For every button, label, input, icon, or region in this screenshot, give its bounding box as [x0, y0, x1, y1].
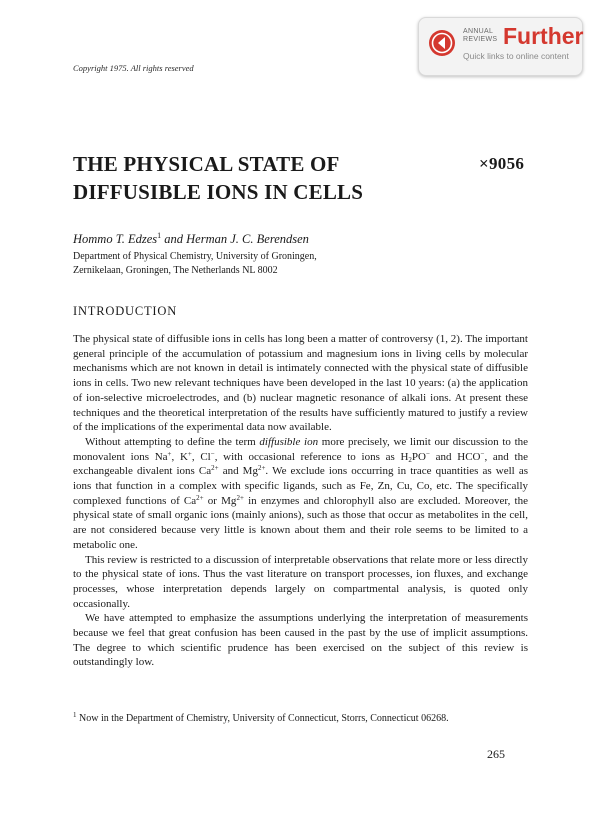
- footnote: [73, 712, 528, 726]
- page-number: 265: [487, 747, 505, 761]
- article-code: ×9056: [479, 154, 525, 173]
- badge-reviews-label: REVIEWS: [463, 36, 498, 43]
- badge-subtitle: Quick links to online content: [463, 51, 569, 61]
- further-logo-icon: [428, 29, 456, 57]
- author-line: [73, 232, 309, 247]
- further-badge[interactable]: [418, 17, 583, 76]
- article-title: [73, 150, 363, 206]
- title-line-2: DIFFUSIBLE IONS IN CELLS: [73, 180, 364, 204]
- affiliation-line-1: Department of Physical Chemistry, University of Groningen,: [73, 251, 317, 262]
- author-2: and Herman J. C. Berendsen: [161, 232, 309, 246]
- author-1: Hommo T. Edzes: [73, 232, 158, 246]
- badge-annual-reviews: [463, 28, 497, 44]
- term-diffusible-ion: diffusible ion: [259, 435, 319, 448]
- title-line-1: THE PHYSICAL STATE OF: [73, 152, 340, 176]
- body-text: [73, 332, 528, 670]
- footnote-text: Now in the Department of Chemistry, University of Connecticut, Storrs, Connecticut 06268.: [76, 713, 449, 724]
- copyright-notice: Copyright 1975. All rights reserved: [73, 63, 194, 73]
- paragraph-3: This review is restricted to a discussion of interpretable observations that relate more or less directly to the physical state of ions. Thus the vast literature on transport processes, ion fluxes, and exchange processes, whose interpretation depends largely on compartmental analysis, is quoted only occasionally.: [73, 553, 528, 610]
- section-heading: INTRODUCTION: [73, 304, 178, 318]
- author-footnote-mark: 1: [157, 231, 162, 240]
- badge-annual-label: ANNUAL: [463, 28, 494, 35]
- footnote-mark: 1: [73, 711, 77, 719]
- paragraph-2: Without attempting to define the term diffusible ion more precisely, we limit our discussion to the monovalent ions Na+, K+, Cl−, with occasional reference to ions as $H_2PO^-$ and HCO−, and the exchangeable divalent ions $Ca^{2+}$ and $Mg^{2+}$. We exclude ions occurring in trace quantities as well as ions that function in a complex with specific ligands, such as Fe, Zn, Cu, Co, etc. The specifically complexed functions of $Ca^{2+}$ or $Mg^{2+}$ in enzymes and chlorophyll also are excluded. Moreover, the physical state of small organic ions (mainly anions), such as those that occur as metabolites in the cell, are not considered because very little is known about them and their role seems to be limited to a metabolic one.: [73, 435, 529, 551]
- affiliation: [73, 250, 317, 278]
- paragraph-1: The physical state of diffusible ions in cells has long been a matter of controversy (1, 2). The important general principle of the accumulation of potassium and magnesium ions in living cells by molecular mechanisms which are not known in detail is intimately connected with the physical state of diffusible ions in cells. Two new relevant techniques have been developed in the last 10 years: (a) the application of ion-selective microelectrodes, and (b) nuclear magnetic resonance of alkali ions. At present these techniques and the theoretical interpretation of the results have sufficiently matured to justify a review of the implications of the experimental data now available.: [73, 333, 528, 434]
- affiliation-line-2: Zernikelaan, Groningen, The Netherlands NL 8002: [73, 265, 278, 276]
- paragraph-4: We have attempted to emphasize the assumptions underlying the interpretation of measurements because we feel that great confusion has been caused in the past by the use of implicit assumptions. The degree to which scientific prudence has been exercised on the subject of this review is outstandingly low.: [73, 612, 528, 669]
- badge-further-label: Further: [503, 23, 584, 49]
